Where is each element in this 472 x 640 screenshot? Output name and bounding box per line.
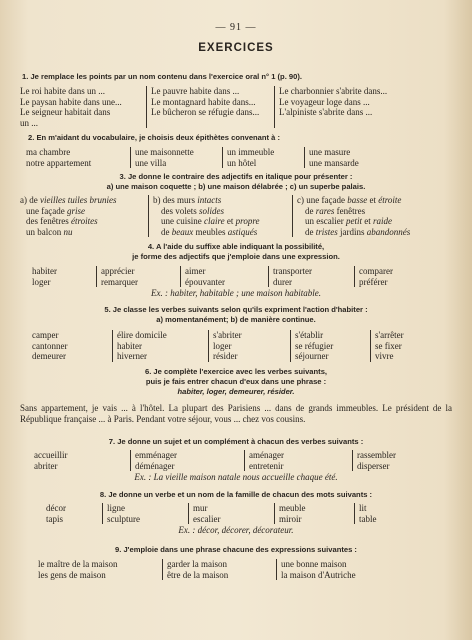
list-item: s'abriter	[213, 330, 242, 340]
list-item: un hôtel	[227, 157, 257, 168]
exercise-7-col-4	[352, 450, 448, 471]
exercise-4-col-4	[268, 266, 354, 287]
exercise-8-col-2	[102, 503, 188, 524]
list-item: le maître de la maison	[38, 559, 118, 569]
list-item: une maisonnette	[135, 147, 194, 157]
list-item: Le seigneur habitait dans	[20, 107, 111, 117]
list-item: table	[359, 513, 377, 524]
exercise-4	[20, 242, 452, 299]
list-item: sculpture	[107, 513, 140, 524]
exercise-2	[20, 133, 452, 168]
exercise-5-subinstruction: a) momentanément; b) de manière continue.	[156, 315, 316, 324]
list-item: un immeuble	[227, 147, 275, 157]
exercise-4-col-2	[96, 266, 180, 287]
exercise-1-col-3	[274, 86, 452, 128]
list-item: habiter	[117, 340, 142, 351]
list-item: s'arrêter	[375, 330, 404, 340]
exercise-5-instruction: 5. Je classe les verbes suivants selon qu'ils expriment l'action d'habiter :	[104, 305, 368, 314]
list-item: les gens de maison	[38, 569, 106, 580]
list-item: abriter	[34, 460, 58, 471]
list-item: de beaux meubles astiqués	[161, 226, 258, 237]
list-item: s'établir	[295, 330, 324, 340]
exercise-7-col-1	[34, 450, 130, 471]
list-item: Le montagnard habite dans...	[151, 96, 256, 107]
exercise-8-col-5	[354, 503, 424, 524]
list-item: durer	[273, 276, 292, 287]
list-item: escalier	[193, 513, 221, 524]
exercise-3-col-b	[148, 195, 292, 237]
exercise-9	[20, 545, 452, 580]
exercise-4-col-3	[180, 266, 268, 287]
exercise-8-col-1	[46, 503, 102, 524]
list-item: un escalier petit et raide	[305, 216, 392, 226]
exercise-1-instruction: 1. Je remplace les points par un nom contenu dans l'exercice oral n° 1 (p. 90).	[22, 72, 302, 81]
exercise-9-col-3	[276, 559, 406, 580]
list-item: ligne	[107, 503, 125, 513]
page-title: EXERCICES	[198, 42, 274, 54]
exercise-9-col-2	[162, 559, 276, 580]
exercise-9-instruction: 9. J'emploie dans une phrase chacune des expressions suivantes :	[115, 545, 357, 554]
list-item: une bonne maison	[281, 559, 347, 569]
list-item: rassembler	[357, 450, 396, 460]
list-item: épouvanter	[185, 276, 225, 287]
exercise-8-example: Ex. : décor, décorer, décorateur.	[178, 525, 294, 535]
list-item: Le voyageur loge dans ...	[279, 96, 370, 107]
list-item: loger	[32, 276, 51, 287]
exercise-5-columns	[20, 330, 452, 362]
list-item: vivre	[375, 351, 394, 361]
list-item: une cuisine claire et propre	[161, 216, 260, 226]
exercise-3-columns	[20, 195, 452, 237]
list-item: de tristes jardins abandonnés	[305, 226, 411, 237]
list-item: élire domicile	[117, 330, 167, 340]
list-item: des volets solides	[161, 205, 225, 216]
exercise-3-instruction: 3. Je donne le contraire des adjectifs en italique pour présenter :	[119, 172, 353, 181]
list-item: Le roi habite dans un ...	[20, 86, 105, 96]
exercise-4-instruction: 4. A l'aide du suffixe able indiquant la possibilité,	[147, 242, 325, 251]
exercise-6-verbs: habiter, loger, demeurer, résider.	[177, 387, 295, 396]
list-item: meuble	[279, 503, 306, 513]
list-item: se fixer	[375, 340, 402, 351]
list-item: séjourner	[295, 351, 329, 361]
exercise-7-instruction: 7. Je donne un sujet et un complément à chacun des verbes suivants :	[108, 437, 364, 446]
list-item: demeurer	[32, 351, 66, 361]
list-item: b) des murs intacts	[153, 195, 222, 205]
list-item: aménager	[249, 450, 284, 460]
exercise-4-col-5	[354, 266, 444, 287]
list-item: Le paysan habite dans une...	[20, 96, 122, 107]
exercise-5-col-3	[208, 330, 290, 362]
exercise-6-subinstruction: puis je fais entrer chacun d'eux dans une phrase :	[145, 377, 327, 386]
list-item: hiverner	[117, 351, 147, 361]
list-item: de rares fenêtres	[305, 205, 366, 216]
list-item: habiter	[32, 266, 57, 276]
list-item: transporter	[273, 266, 312, 276]
list-item: un ...	[20, 117, 38, 128]
list-item: a) de vieilles tuiles brunies	[20, 195, 117, 205]
exercise-4-example: Ex. : habiter, habitable ; une maison habitable.	[151, 288, 321, 298]
exercise-9-col-1	[38, 559, 162, 580]
exercise-3	[20, 172, 452, 237]
exercise-6-instruction: 6. Je complète l'exercice avec les verbes suivants,	[144, 367, 328, 376]
exercise-6-text: Sans appartement, je vais ... à l'hôtel. La plupart des Parisiens ... dans de grands immeubles. Le président de la République française ... à Paris. Pendant votre séjour, vous ... chez vos cousins.	[20, 403, 452, 424]
list-item: lit	[359, 503, 367, 513]
exercise-7-col-2	[130, 450, 244, 471]
list-item: loger	[213, 340, 232, 351]
list-item: disperser	[357, 460, 390, 471]
list-item: ma chambre	[26, 147, 71, 157]
exercise-2-col-4	[304, 147, 404, 168]
exercise-2-col-1	[26, 147, 130, 168]
list-item: déménager	[135, 460, 175, 471]
list-item: miroir	[279, 513, 302, 524]
list-item: une villa	[135, 157, 167, 168]
exercise-3-col-a	[20, 195, 148, 237]
list-item: remarquer	[101, 276, 138, 287]
exercise-9-columns	[20, 559, 452, 580]
list-item: camper	[32, 330, 59, 340]
exercise-1	[20, 72, 452, 128]
exercise-7-columns	[20, 450, 452, 471]
exercise-5	[20, 305, 452, 362]
exercise-8-col-3	[188, 503, 274, 524]
list-item: une masure	[309, 147, 351, 157]
exercise-5-col-4	[290, 330, 370, 362]
list-item: la maison d'Autriche	[281, 569, 356, 580]
list-item: Le bûcheron se réfugie dans...	[151, 107, 260, 117]
list-item: emménager	[135, 450, 177, 460]
list-item: mur	[193, 503, 208, 513]
list-item: entretenir	[249, 460, 284, 471]
exercise-6	[20, 367, 452, 424]
list-item: résider	[213, 351, 238, 361]
list-item: comparer	[359, 266, 393, 276]
exercise-1-col-2	[146, 86, 274, 128]
list-item: apprécier	[101, 266, 135, 276]
exercise-5-col-5	[370, 330, 450, 362]
exercise-7-col-3	[244, 450, 352, 471]
exercise-7-example: Ex. : La vieille maison natale nous accueille chaque été.	[134, 472, 338, 482]
exercise-3-col-c	[292, 195, 452, 237]
page-number: — 91 —	[215, 22, 257, 33]
exercise-1-col-1	[20, 86, 146, 128]
list-item: L'alpiniste s'abrite dans ...	[279, 107, 373, 117]
exercise-4-columns	[20, 266, 452, 287]
exercise-8	[20, 490, 452, 536]
exercise-8-col-4	[274, 503, 354, 524]
list-item: une mansarde	[309, 157, 359, 168]
list-item: décor	[46, 503, 66, 513]
exercise-7	[20, 437, 452, 483]
list-item: aimer	[185, 266, 206, 276]
list-item: une façade grise	[26, 205, 85, 216]
list-item: Le charbonnier s'abrite dans...	[279, 86, 388, 96]
list-item: Le pauvre habite dans ...	[151, 86, 240, 96]
exercise-2-col-3	[222, 147, 304, 168]
exercise-2-col-2	[130, 147, 222, 168]
exercise-1-columns	[20, 86, 452, 128]
exercise-8-columns	[20, 503, 452, 524]
list-item: préférer	[359, 276, 388, 287]
exercise-5-col-1	[32, 330, 112, 362]
list-item: notre appartement	[26, 157, 92, 168]
exercise-4-subinstruction: je forme des adjectifs que j'emploie dans une expression.	[132, 252, 340, 261]
exercise-2-columns	[20, 147, 452, 168]
exercise-5-col-2	[112, 330, 208, 362]
exercise-3-subinstruction: a) une maison coquette ; b) une maison délabrée ; c) un superbe palais.	[106, 182, 366, 191]
list-item: accueillir	[34, 450, 68, 460]
list-item: être de la maison	[167, 569, 229, 580]
list-item: cantonner	[32, 340, 68, 351]
list-item: un balcon nu	[26, 226, 73, 237]
list-item: tapis	[46, 513, 63, 524]
list-item: garder la maison	[167, 559, 227, 569]
list-item: des fenêtres étroites	[26, 216, 98, 226]
list-item: c) une façade basse et étroite	[297, 195, 402, 205]
exercise-8-instruction: 8. Je donne un verbe et un nom de la famille de chacun des mots suivants :	[99, 490, 373, 499]
exercise-4-col-1	[32, 266, 96, 287]
list-item: se réfugier	[295, 340, 334, 351]
exercise-2-instruction: 2. En m'aidant du vocabulaire, je choisis deux épithètes convenant à :	[28, 133, 281, 142]
